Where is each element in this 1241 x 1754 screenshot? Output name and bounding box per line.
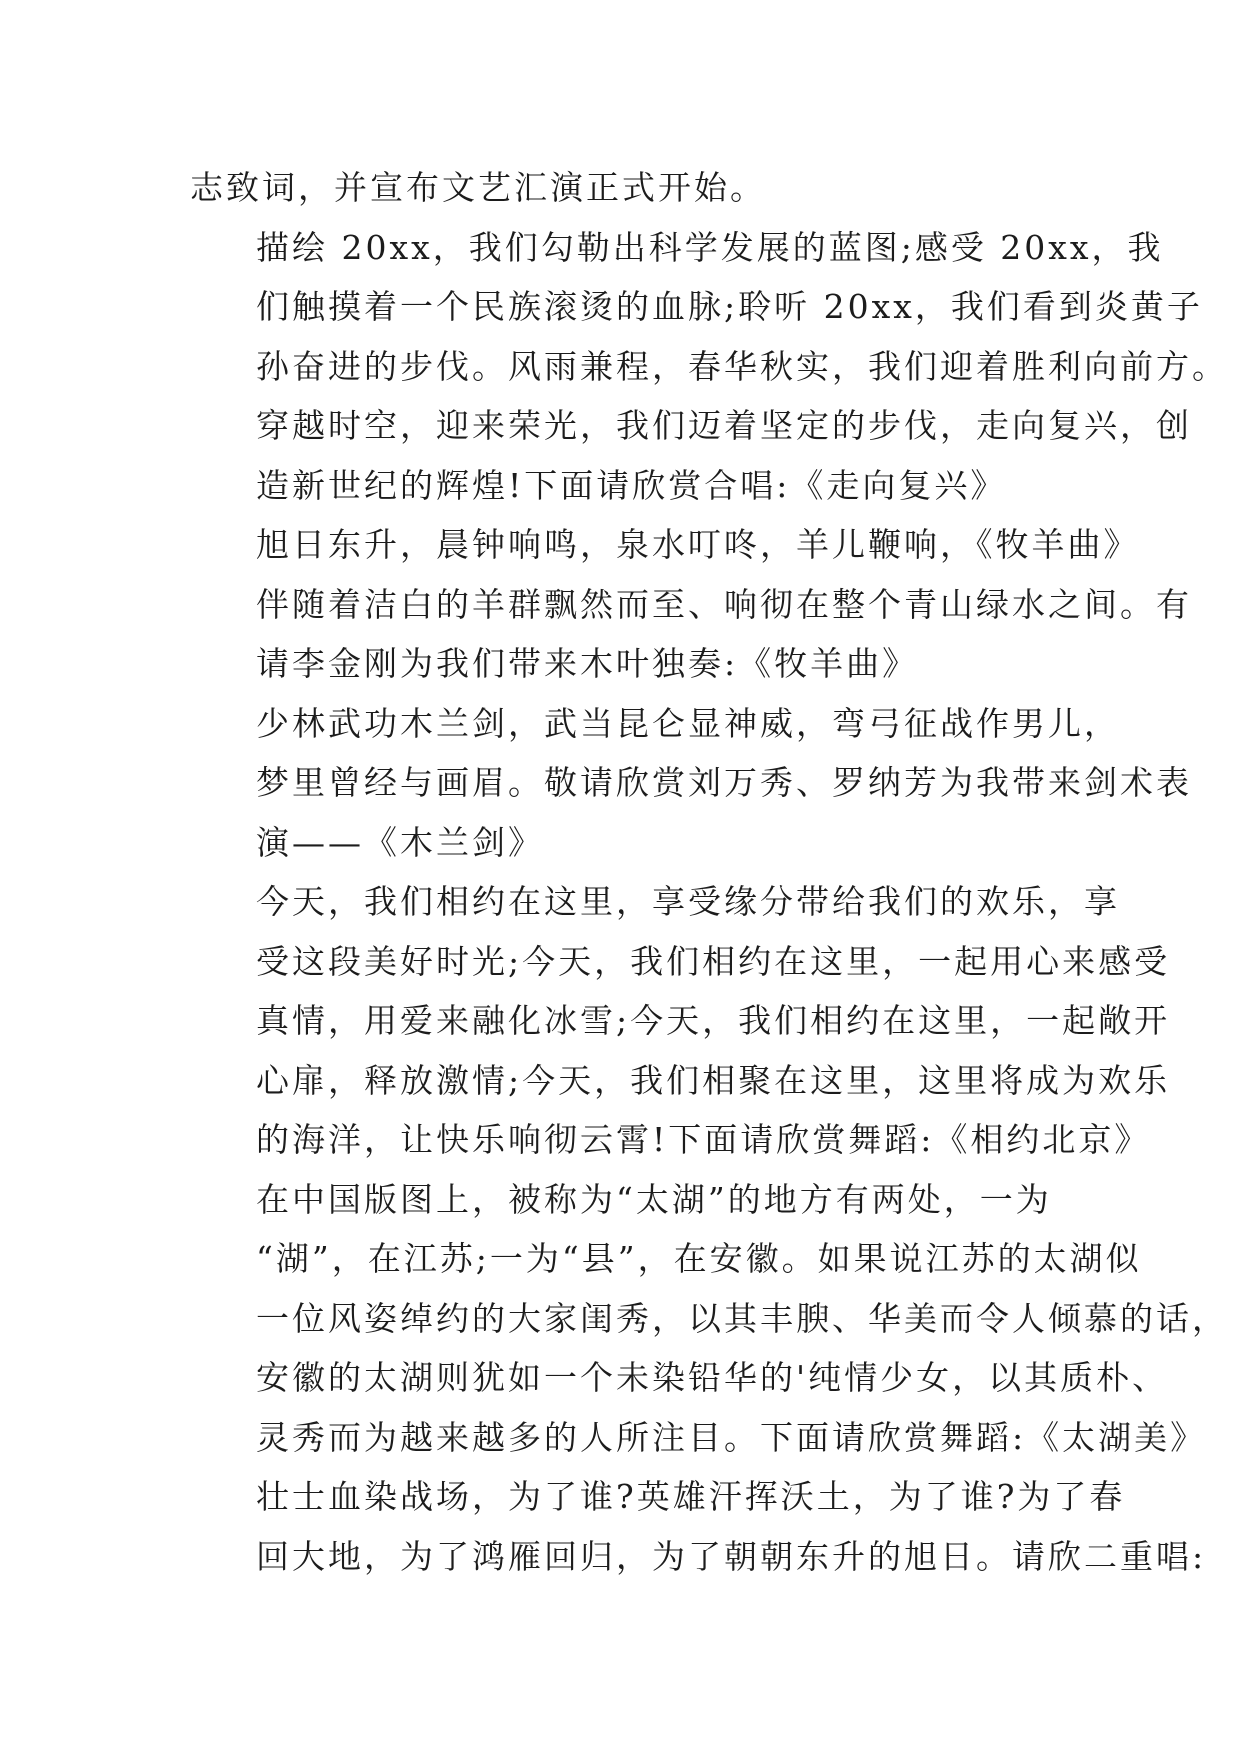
text-line: 志致词，并宣布文艺汇演正式开始。 (190, 168, 766, 207)
paragraph-2 (190, 218, 1228, 516)
text-line: “湖”，在江苏;一为“县”，在安徽。如果说江苏的太湖似 (256, 1239, 1142, 1278)
text-line: 安徽的太湖则犹如一个未染铅华的'纯情少女，以其质朴、 (256, 1358, 1169, 1397)
text-line: 描绘 20xx，我们勾勒出科学发展的蓝图;感受 20xx，我 (256, 227, 1164, 267)
text-line: 受这段美好时光;今天，我们相约在这里，一起用心来感受 (256, 941, 1171, 981)
paragraph-3 (190, 515, 1192, 694)
text-line: 少林武功木兰剑，武当昆仑显神威，弯弓征战作男儿， (256, 703, 1120, 743)
paragraph-6 (190, 1170, 1228, 1468)
paragraph-5 (190, 872, 1171, 1170)
text-line: 梦里曾经与画眉。敬请欣赏刘万秀、罗纳芳为我带来剑术表 (256, 763, 1192, 802)
text-line: 灵秀而为越来越多的人所注目。下面请欣赏舞蹈:《太湖美》 (256, 1417, 1207, 1457)
text-line: 旭日东升，晨钟响鸣，泉水叮咚，羊儿鞭响，《牧羊曲》 (256, 525, 1140, 564)
text-line: 请李金刚为我们带来木叶独奏:《牧羊曲》 (256, 644, 919, 683)
text-line: 壮士血染战场，为了谁?英雄汗挥沃土，为了谁?为了春 (256, 1477, 1126, 1516)
paragraph-7 (190, 1467, 1207, 1586)
text-line: 回大地，为了鸿雁回归，为了朝朝东升的旭日。请欣二重唱: (256, 1536, 1207, 1576)
paragraph-1 (190, 158, 1070, 218)
text-line: 穿越时空，迎来荣光，我们迈着坚定的步伐，走向复兴，创 (256, 406, 1192, 445)
text-line: 在中国版图上，被称为“太湖”的地方有两处，一为 (256, 1179, 1052, 1219)
text-line: 造新世纪的辉煌!下面请欣赏合唱:《走向复兴》 (256, 465, 1007, 505)
text-line: 一位风姿绰约的大家闺秀，以其丰腴、华美而令人倾慕的话， (256, 1298, 1228, 1338)
text-line: 们触摸着一个民族滚烫的血脉;聆听 20xx，我们看到炎黄子 (256, 287, 1203, 326)
text-line: 演——《木兰剑》 (256, 822, 544, 862)
document-body (190, 158, 1228, 1586)
paragraph-4 (190, 694, 1192, 873)
text-line: 的海洋，让快乐响彻云霄!下面请欣赏舞蹈:《相约北京》 (256, 1120, 1151, 1159)
text-line: 伴随着洁白的羊群飘然而至、响彻在整个青山绿水之间。有 (256, 584, 1192, 624)
text-line: 真情，用爱来融化冰雪;今天，我们相约在这里，一起敞开 (256, 1001, 1171, 1040)
text-line: 心扉，释放激情;今天，我们相聚在这里，这里将成为欢乐 (256, 1060, 1171, 1100)
text-line: 今天，我们相约在这里，享受缘分带给我们的欢乐，享 (256, 882, 1120, 921)
text-line: 孙奋进的步伐。风雨兼程，春华秋实，我们迎着胜利向前方。 (256, 346, 1228, 386)
